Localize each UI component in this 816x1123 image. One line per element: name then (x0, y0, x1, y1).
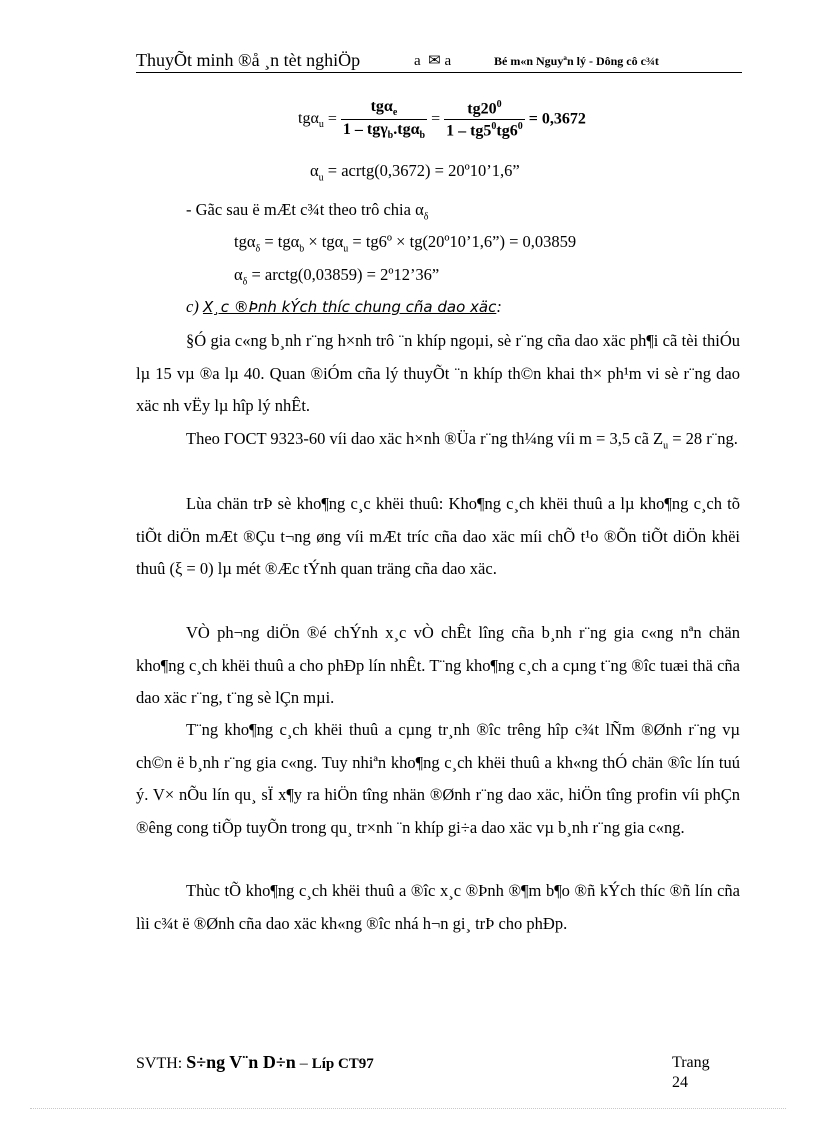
formula1-fraction-2: $\frac{tg20^0}{1 - tg5^0tg6^0}$ (446, 98, 523, 140)
header-rule (136, 72, 742, 73)
paragraph-2: Theo ГOCT 9323-60 víi dao xäc h×nh ®Üa r¨ng th¼ng víi m = 3,5 cã $Z_u = 28$ r¨ng. (186, 429, 738, 452)
formula-alpha-u: $\alpha_u$ = acrtg(0,3672) = 20º10’1,6” (310, 161, 520, 184)
section-heading-c: c) X¸c ®Þnh kÝch thíc chung cña dao xäc: (186, 297, 502, 316)
paragraph-5: T¨ng kho¶ng c¸ch khëi thuû a cµng tr¸nh ®îc trêng hîp c¾t lÑm ®Ønh r¨ng vµ ch©n ë b¸nh r¨ng gia c«ng. Tuy nhiªn kho¶ng c¸ch khëi thuû a kh«ng thÓ chän ®îc lín tuú ý. V× nÕu lín qu¸ sÏ x¶y ra hiÖn tîng nhän ®Ønh r¨ng dao xäc, hiÖn tîng profin víi phÇn ®êng cong tiÕp tuyÕn trong qu¸ tr×nh ¨n khíp gi÷a dao xäc vµ b¸nh r¨ng gia c«ng. (136, 720, 740, 837)
paragraph-3: Lùa chän trÞ sè kho¶ng c¸c khëi thuû: Kho¶ng c¸ch khëi thuû a lµ kho¶ng c¸ch tõ tiÕt diÖn mÆt ®Çu t¬ng øng víi mÆt tríc cña dao xäc míi chÕ t¹o ®Õn tiÕt diÖn khëi thuû (ξ = 0) lµ mét ®Æc tÝnh quan träng cña dao xäc. (136, 494, 740, 578)
formula1-eq: = (327, 110, 337, 128)
formula1-result: = 0,3672 (528, 110, 586, 128)
footer-student: SVTH: S÷ng V¨n D÷n – Líp CT97 (136, 1052, 374, 1072)
formula-alpha-delta: $\alpha_\delta$ = arctg(0,03859) = 2º12’36” (234, 265, 440, 288)
formula1-lhs: tgα$_u$ (298, 110, 324, 131)
header-ornament: a ✉ a (414, 53, 452, 69)
formula1-fraction-1: $\frac{tg\alpha_e}{1 - tg\gamma_b.tg\alpha_b}$ (342, 98, 426, 142)
formula-tan-alpha-delta: tgα$_\delta$ = tgα$_b$ × tgα$_u$ = tg6º × tg(20º10’1,6”) = 0,03859 (234, 232, 577, 255)
header-right-title: Bé m«n Nguyªn lý - Dông cô c¾t (494, 54, 659, 68)
bullet-back-angle: - Gãc sau ë mÆt c¾t theo trô chia $\alpha_\delta$ (186, 200, 429, 223)
footer-class: Líp CT97 (311, 1056, 374, 1072)
footer-page-number: 24 (672, 1074, 688, 1091)
formula-tan-alpha-u: tgα$_u$ = $\frac{tg\alpha_e}{1 - tg\gamma_b.tg\alpha_b}$ = $\frac{tg20^0}{1 - tg5^0tg6^0}$ = 0,3672 (298, 98, 586, 142)
paragraph-4: VÒ ph¬ng diÖn ®é chÝnh x¸c vÒ chÊt lîng cña b¸nh r¨ng gia c«ng nªn chän kho¶ng c¸ch khëi thuû a cho phÐp lín nhÊt. T¨ng kho¶ng c¸ch a cµng t¨ng ®îc tuæi thä cña dao xäc r¨ng, t¨ng sè lÇn mµi. (136, 623, 740, 707)
paragraph-6: Thùc tÕ kho¶ng c¸ch khëi thuû a ®îc x¸c ®Þnh ®¶m b¶o ®ñ kÝch thíc ®ñ lín cña lìi c¾t ë ®Ønh cña dao xäc kh«ng ®îc nhá h¬n gi¸ trÞ cho phÐp. (136, 881, 740, 933)
footer-prefix: SVTH: (136, 1055, 187, 1072)
footer-page-label: Trang (672, 1054, 710, 1071)
header-left-title: ThuyÕt minh ®å ¸n tèt nghiÖp (136, 50, 361, 70)
footer-page (672, 1053, 710, 1093)
paragraph-1: §Ó gia c«ng b¸nh r¨ng h×nh trô ¨n khíp ngoµi, sè r¨ng cña dao xäc ph¶i cã tèi thiÓu lµ 15 vµ ®a lµ 40. Quan ®iÓm cña lý thuyÕt ¨n khíp th©n khai th× ph¹m vi sè r¨ng dao xäc nh vËy lµ hîp lý nhÊt. (136, 331, 740, 415)
page-bottom-border (30, 1108, 786, 1109)
footer-student-name: S÷ng V¨n D÷n (186, 1052, 296, 1072)
